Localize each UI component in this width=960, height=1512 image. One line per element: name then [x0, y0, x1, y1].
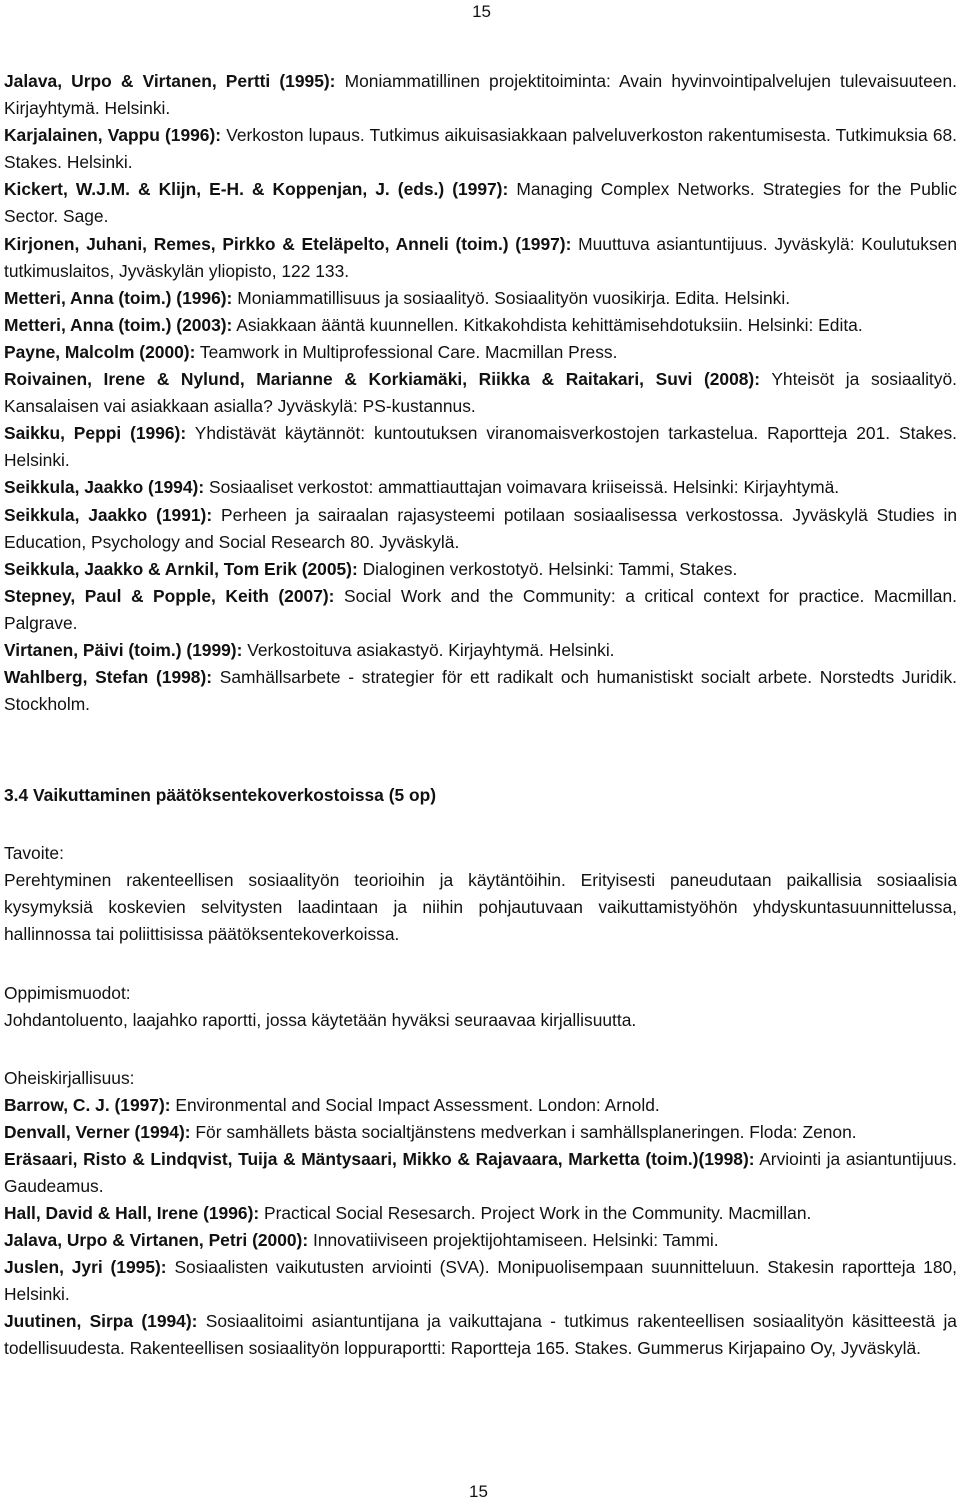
oppimismuodot-text: Johdantoluento, laajahko raportti, jossa käytetään hyväksi seuraavaa kirjallisuutta. [4, 1009, 637, 1030]
reference-author: Metteri, Anna (toim.) (2003): [4, 314, 233, 335]
reference-entry [4, 1308, 957, 1362]
reference-text: Sosiaalitoimi asiantuntijana ja vaikuttajana - tutkimus rakenteellisen sosiaalityön käsitteestä ja todellisuudesta. Rakenteellisen sosiaalityön loppuraportti: Raportteja 165. Stakes. Gummerus Kirjapaino Oy, Jyväskylä. [4, 1311, 957, 1359]
oppimismuodot-label: Oppimismuodot: [4, 982, 131, 1003]
reference-author: Metteri, Anna (toim.) (1996): [4, 287, 233, 308]
reference-text: Verkostoituva asiakastyö. Kirjayhtymä. Helsinki. [247, 639, 615, 660]
reference-entry [4, 1092, 957, 1119]
reference-text: Arviointi ja asiantuntijuus. Gaudeamus. [4, 1148, 958, 1196]
reference-author: Hall, David & Hall, Irene (1996): [4, 1203, 260, 1223]
page-number-top: 15 [472, 2, 491, 21]
reference-author: Denvall, Verner (1994): [4, 1121, 191, 1142]
reference-author: Karjalainen, Vappu (1996): [4, 125, 222, 146]
reference-author: Kickert, W.J.M. & Klijn, E-H. & Koppenjan, J. (eds.) (1997): [4, 179, 509, 200]
reference-list [4, 68, 957, 718]
reference-author: Virtanen, Päivi (toim.) (1999): [4, 639, 243, 660]
document-body [4, 68, 957, 1363]
reference-author: Roivainen, Irene & Nylund, Marianne & Korkiamäki, Riikka & Raitakari, Suvi (2008): [4, 369, 761, 390]
reference-author: Wahlberg, Stefan (1998): [4, 667, 213, 688]
reference-entry [4, 68, 957, 122]
reference-entry [4, 1200, 957, 1227]
page-number-bottom: 15 [469, 1482, 488, 1501]
reference-entry [4, 312, 957, 339]
reference-text: Moniammatillinen projektitoiminta: Avain hyvinvointipalvelujen tulevaisuuteen. Kirjayhtymä. Helsinki. [4, 71, 957, 119]
reference-entry [4, 231, 957, 285]
reference-text: Sosiaaliset verkostot: ammattiauttajan voimavara kriiseissä. Helsinki: Kirjayhtymä. [208, 477, 840, 498]
reference-author: Stepney, Paul & Popple, Keith (2007): [4, 585, 335, 606]
oheiskirjallisuus-label: Oheiskirjallisuus: [4, 1067, 135, 1088]
reference-text: Verkoston lupaus. Tutkimus aikuisasiakkaan palveluverkoston rakentumisesta. Tutkimuksia 68. Stakes. Helsinki. [4, 125, 957, 173]
reference-entry [4, 1227, 957, 1254]
reference-text: Sosiaalisten vaikutusten arviointi (SVA). Monipuolisempaan suunnitteluun. Stakesin raportteja 180, Helsinki. [4, 1257, 958, 1305]
reference-text: Moniammatillisuus ja sosiaalityö. Sosiaalityön vuosikirja. Edita. Helsinki. [237, 287, 791, 308]
reference-entry [4, 1119, 957, 1146]
reference-author: Juslen, Jyri (1995): [4, 1257, 167, 1278]
reference-author: Seikkula, Jaakko & Arnkil, Tom Erik (2005): [4, 558, 358, 579]
tavoite-label: Tavoite: [4, 843, 64, 864]
reference-author: Seikkula, Jaakko (1994): [4, 477, 205, 498]
reference-entry [4, 664, 957, 718]
oheiskirjallisuus-list [4, 1092, 957, 1363]
reference-text: Muuttuva asiantuntijuus. Jyväskylä: Koulutuksen tutkimuslaitos, Jyväskylän yliopisto, 122 133. [4, 233, 957, 281]
reference-author: Juutinen, Sirpa (1994): [4, 1311, 198, 1332]
reference-text: Yhdistävät käytännöt: kuntoutuksen viranomaisverkostojen tarkastelua. Raportteja 201. Stakes. Helsinki. [4, 423, 958, 471]
reference-text: Samhällsarbete - strategier för ett radikalt och humanistiskt socialt arbete. Norstedts Juridik. Stockholm. [4, 667, 957, 715]
reference-text: Perheen ja sairaalan rajasysteemi potilaan sosiaalisessa verkostossa. Jyväskylä Studies in Education, Psychology and Social Research 80. Jyväskylä. [4, 504, 957, 552]
section-title: 3.4 Vaikuttaminen päätöksentekoverkostoissa (5 op) [4, 785, 437, 806]
reference-author: Seikkula, Jaakko (1991): [4, 504, 213, 525]
reference-entry [4, 474, 957, 501]
reference-text: Dialoginen verkostotyö. Helsinki: Tammi, Stakes. [362, 558, 738, 579]
reference-author: Jalava, Urpo & Virtanen, Petri (2000): [4, 1230, 309, 1251]
reference-text: Yhteisöt ja sosiaalityö. Kansalaisen vai asiakkaan asialla? Jyväskylä: PS-kustannus. [4, 369, 957, 417]
reference-author: Payne, Malcolm (2000): [4, 341, 196, 362]
reference-text: Asiakkaan ääntä kuunnellen. Kitkakohdista kehittämisehdotuksiin. Helsinki: Edita. [236, 314, 863, 335]
reference-entry [4, 1146, 957, 1200]
reference-author: Kirjonen, Juhani, Remes, Pirkko & Eteläpelto, Anneli (toim.) (1997): [4, 233, 572, 254]
reference-author: Barrow, C. J. (1997): [4, 1094, 171, 1115]
reference-text: Managing Complex Networks. Strategies for the Public Sector. Sage. [4, 179, 957, 227]
reference-text: För samhällets bästa socialtjänstens medverkan i samhällsplaneringen. Floda: Zenon. [195, 1121, 857, 1142]
reference-entry [4, 122, 957, 176]
reference-author: Jalava, Urpo & Virtanen, Pertti (1995): [4, 71, 336, 91]
reference-entry [4, 1254, 957, 1308]
tavoite-text: Perehtyminen rakenteellisen sosiaalityön teorioihin ja käytäntöihin. Erityisesti paneudutaan paikallisia sosiaalisia kysymyksiä koskevien selvitysten laadintaan ja niihin pohjautuvaan vaikuttamistyöhön yhdyskuntasuunnittelussa, hallinnossa tai poliittisissa päätöksentekoverkoissa. [4, 870, 957, 945]
reference-entry [4, 502, 957, 556]
reference-text: Innovatiiviseen projektijohtamiseen. Helsinki: Tammi. [312, 1230, 719, 1251]
reference-author: Saikku, Peppi (1996): [4, 423, 187, 444]
reference-author: Eräsaari, Risto & Lindqvist, Tuija & Mäntysaari, Mikko & Rajavaara, Marketta (toim.)(1998): [4, 1148, 755, 1169]
reference-text: Teamwork in Multiprofessional Care. Macmillan Press. [199, 341, 618, 362]
reference-text: Practical Social Resesarch. Project Work in the Community. Macmillan. [264, 1203, 812, 1223]
reference-entry [4, 366, 957, 420]
reference-entry [4, 637, 957, 664]
reference-text: Social Work and the Community: a critical context for practice. Macmillan. Palgrave. [4, 585, 957, 633]
reference-text: Environmental and Social Impact Assessment. London: Arnold. [175, 1094, 660, 1115]
reference-entry [4, 176, 957, 230]
reference-entry [4, 583, 957, 637]
reference-entry [4, 285, 957, 312]
reference-entry [4, 339, 957, 366]
reference-entry [4, 556, 957, 583]
reference-entry [4, 420, 957, 474]
